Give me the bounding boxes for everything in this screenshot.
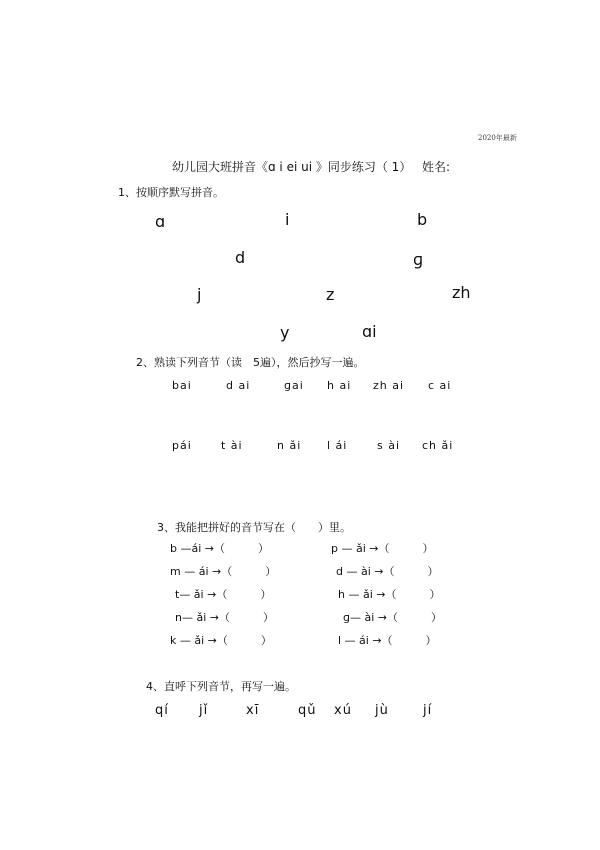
syllable: h ai — [327, 379, 352, 392]
exercise-item: d — ài →（ ） — [336, 565, 439, 578]
worksheet-title: 幼儿园大班拼音《ɑ i ei ui 》同步练习（ 1） — [172, 160, 412, 174]
exercise-item: n— ǎi →（ ） — [175, 611, 274, 624]
section3-heading: 3、我能把拼好的音节写在（ ）里。 — [157, 521, 351, 534]
syllable: jǐ — [199, 703, 209, 718]
exercise-item: ɡ— ài →（ ） — [343, 611, 442, 624]
letter-b: b — [417, 210, 428, 229]
exercise-item: h — ǎi →（ ） — [338, 588, 441, 601]
syllable: jí — [423, 703, 433, 718]
letter-d: d — [235, 248, 246, 267]
exercise-item: p — ǎi →（ ） — [331, 542, 434, 555]
exercise-item: t— ǎi →（ ） — [175, 588, 272, 601]
letter-y: y — [280, 323, 290, 342]
exercise-item: l — ái →（ ） — [338, 634, 437, 647]
letter-z: z — [326, 285, 335, 304]
syllable: n ǎi — [277, 439, 302, 452]
name-label: 姓名: — [422, 160, 451, 174]
syllable: d ai — [226, 379, 251, 392]
section1-heading: 1、按顺序默写拼音。 — [118, 186, 224, 199]
syllable: xī — [246, 703, 260, 718]
syllable: ch ǎi — [422, 439, 454, 452]
syllable: qǔ — [298, 703, 317, 718]
section4-heading: 4、直呼下列音节，再写一遍。 — [146, 680, 296, 693]
letter-j: j — [197, 285, 202, 304]
exercise-item: k — ǎi →（ ） — [170, 634, 272, 647]
letter-g: ɡ — [413, 250, 424, 269]
syllable: c ai — [428, 379, 452, 392]
syllable: ɡai — [284, 379, 304, 392]
letter-a: ɑ — [155, 212, 166, 231]
section2-heading: 2、熟读下列音节（读 5遍），然后抄写一遍。 — [136, 356, 365, 369]
exercise-item: b —ái →（ ） — [170, 542, 269, 555]
syllable: xú — [334, 703, 352, 718]
syllable: qí — [155, 703, 169, 718]
syllable: pái — [172, 439, 192, 452]
syllable: t ài — [221, 439, 243, 452]
syllable: zh ai — [373, 379, 405, 392]
corner-note: 2020年最新 — [478, 134, 517, 142]
letter-i: i — [285, 210, 290, 229]
syllable: jù — [375, 703, 389, 718]
syllable: bai — [172, 379, 192, 392]
letter-ai: ɑi — [362, 322, 377, 341]
syllable: s ài — [377, 439, 401, 452]
exercise-item: m — ái →（ ） — [170, 565, 277, 578]
letter-zh: zh — [452, 283, 471, 302]
syllable: l ái — [327, 439, 348, 452]
